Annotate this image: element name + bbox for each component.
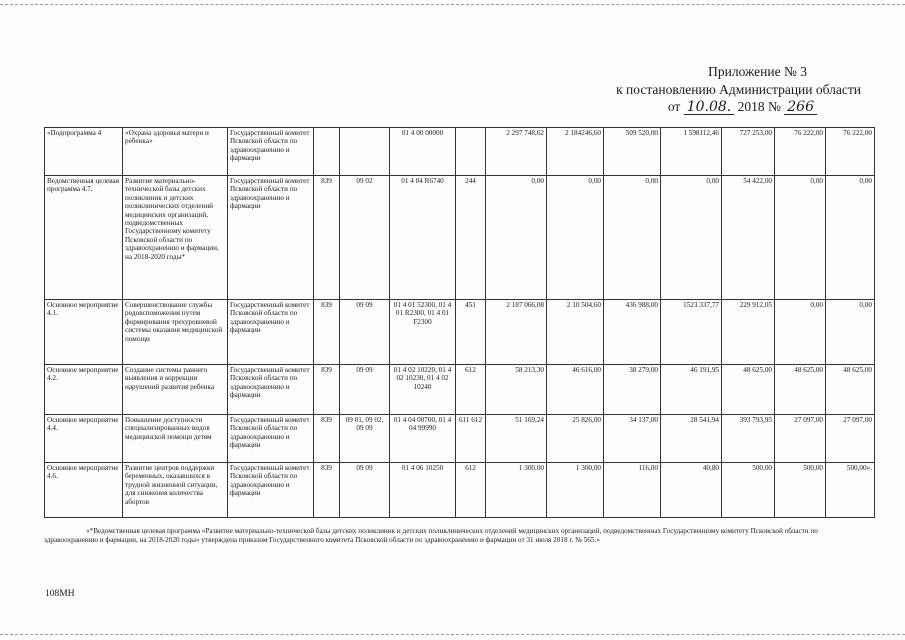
cell-value-5: 500,00	[722, 463, 775, 518]
cell-value-6: 48 625,00	[775, 365, 826, 415]
cell-value-5: 727 253,00	[722, 128, 775, 176]
cell-executor: Государственный комитет Псковской области по здравоохранению и фармации	[228, 176, 314, 300]
appendix-date-line	[668, 98, 817, 115]
cell-value-7: 76 222,00	[826, 128, 875, 176]
cell-executor: Государственный комитет Псковской области по здравоохранению и фармации	[228, 415, 314, 463]
cell-grbs	[314, 128, 340, 176]
cell-value-2: 2 184246,60	[547, 128, 604, 176]
cell-value-3: 34 137,00	[604, 415, 661, 463]
cell-title: «Охрана здоровья матери и ребенка»	[123, 128, 228, 176]
cell-value-3: 0,00	[604, 176, 661, 300]
cell-value-2: 25 826,00	[547, 415, 604, 463]
cell-section: 09 09	[340, 365, 390, 415]
page-code: 108МН	[45, 589, 75, 599]
cell-grbs: 839	[314, 300, 340, 365]
scan-top-edge	[0, 4, 905, 5]
cell-title: Развитие центров поддержки беременных, оказавшихся в трудной жизненной ситуации, для снижения количества абортов	[123, 463, 228, 518]
year-label: 2018 №	[737, 99, 781, 114]
cell-value-5: 48 625,00	[722, 365, 775, 415]
cell-value-6: 0,00	[775, 176, 826, 300]
appendix-title: Приложение № 3	[708, 64, 807, 79]
cell-vr: 244	[456, 176, 486, 300]
cell-executor: Государственный комитет Псковской области по здравоохранению и фармации	[228, 365, 314, 415]
cell-value-1: 58 213,30	[486, 365, 547, 415]
cell-section: 09 09	[340, 300, 390, 365]
cell-name: Основное мероприятие 4.6.	[45, 463, 123, 518]
cell-value-2: 1 300,00	[547, 463, 604, 518]
cell-section: 09 02	[340, 176, 390, 300]
cell-name: Основное мероприятие 4.2.	[45, 365, 123, 415]
cell-value-6: 0,00	[775, 300, 826, 365]
cell-value-2: 2 10 504,60	[547, 300, 604, 365]
cell-value-3: 436 988,00	[604, 300, 661, 365]
cell-value-4: 0,00	[661, 176, 722, 300]
cell-grbs: 839	[314, 176, 340, 300]
cell-value-3: 116,00	[604, 463, 661, 518]
cell-value-1: 2 297 748,62	[486, 128, 547, 176]
cell-csr: 01 4 01 52300, 01 4 01 R2300, 01 4 01 F2300	[390, 300, 456, 365]
cell-name: Ведомственная целевая программа 4.7.	[45, 176, 123, 300]
footnote: «*Ведомственная целевая программа «Развитие материально-технической базы детских поликлиник и детских поликлинических отделений медицинских организаций, подведомственных Государственному комитету Псковской области по здравоохранению и фармации, на 2018-2020 годы» утверждена приказом Государственного комитета Псковской области по здравоохранению и фармации от 31 июля 2018 г. № 565.»	[44, 527, 818, 544]
cell-csr: 01 4 02 10220, 01 4 02 10230, 01 4 02 10240	[390, 365, 456, 415]
cell-name: Основное мероприятие 4.4.	[45, 415, 123, 463]
cell-value-1: 1 300,00	[486, 463, 547, 518]
cell-grbs: 839	[314, 463, 340, 518]
handwritten-date: 10.08.	[684, 100, 735, 115]
cell-executor: Государственный комитет Псковской области по здравоохранению и фармации	[228, 463, 314, 518]
cell-section	[340, 128, 390, 176]
cell-value-6: 76 222,00	[775, 128, 826, 176]
cell-value-2: 0,00	[547, 176, 604, 300]
table-body	[45, 128, 875, 518]
cell-value-3: 509 520,00	[604, 128, 661, 176]
cell-vr: 611 612	[456, 415, 486, 463]
cell-value-3: 38 279,00	[604, 365, 661, 415]
cell-value-4: 1523 337,77	[661, 300, 722, 365]
budget-table	[44, 127, 875, 518]
cell-value-7: 500,00».	[826, 463, 875, 518]
from-prefix: от	[667, 99, 681, 114]
cell-value-1: 2 187 066,08	[486, 300, 547, 365]
cell-vr: 612	[456, 463, 486, 518]
table-row	[45, 463, 875, 518]
cell-csr: 01 4 04 R6740	[390, 176, 456, 300]
cell-value-6: 500,00	[775, 463, 826, 518]
cell-section: 09 09	[340, 463, 390, 518]
cell-value-4: 1 598112,46	[661, 128, 722, 176]
cell-value-4: 40,80	[661, 463, 722, 518]
table-row	[45, 176, 875, 300]
cell-title: Совершенствование службы родовспоможения путем формирования трехуровневой системы оказания медицинской помощи	[123, 300, 228, 365]
cell-csr: 01 4 04 00700, 01 4 04 99990	[390, 415, 456, 463]
cell-title: Создание системы раннего выявления и коррекции нарушений развития ребенка	[123, 365, 228, 415]
cell-value-2: 46 616,00	[547, 365, 604, 415]
cell-executor: Государственный комитет Псковской области по здравоохранению и фармации	[228, 300, 314, 365]
cell-grbs: 839	[314, 365, 340, 415]
cell-value-4: 46 191,95	[661, 365, 722, 415]
cell-value-7: 27 097,00	[826, 415, 875, 463]
cell-csr: 01 4 06 10250	[390, 463, 456, 518]
cell-value-7: 0,00	[826, 176, 875, 300]
cell-csr: 01 4 00 00000	[390, 128, 456, 176]
table-row	[45, 415, 875, 463]
cell-value-1: 0,00	[486, 176, 547, 300]
table-row	[45, 365, 875, 415]
cell-grbs: 839	[314, 415, 340, 463]
cell-value-7: 0,00	[826, 300, 875, 365]
cell-vr: 612	[456, 365, 486, 415]
cell-name: Основное мероприятие 4.1.	[45, 300, 123, 365]
cell-value-5: 229 912,05	[722, 300, 775, 365]
handwritten-number: 266	[784, 100, 817, 115]
scan-bottom-edge	[0, 634, 905, 635]
cell-title: Повышение доступности специализированных видов медицинской помощи детям	[123, 415, 228, 463]
cell-section: 09 01, 09 02, 09 09	[340, 415, 390, 463]
cell-value-7: 48 625,00	[826, 365, 875, 415]
table-row	[45, 300, 875, 365]
appendix-subtitle: к постановлению Администрации области	[616, 82, 861, 97]
cell-value-6: 27 097,00	[775, 415, 826, 463]
cell-title: Развитие материально-технической базы детских поликлиник и детских поликлинических отделений медицинских организаций, подведомственных Государственному комитету Псковской области по здравоохранению и фармации, на 2018-2020 годы*	[123, 176, 228, 300]
table-row	[45, 128, 875, 176]
cell-value-5: 54 422,00	[722, 176, 775, 300]
cell-value-1: 51 169,24	[486, 415, 547, 463]
cell-name: «Подпрограмма 4	[45, 128, 123, 176]
cell-executor: Государственный комитет Псковской области по здравоохранению и фармации	[228, 128, 314, 176]
cell-value-5: 393 793,95	[722, 415, 775, 463]
cell-vr: 451	[456, 300, 486, 365]
cell-value-4: 28 541,94	[661, 415, 722, 463]
cell-vr	[456, 128, 486, 176]
